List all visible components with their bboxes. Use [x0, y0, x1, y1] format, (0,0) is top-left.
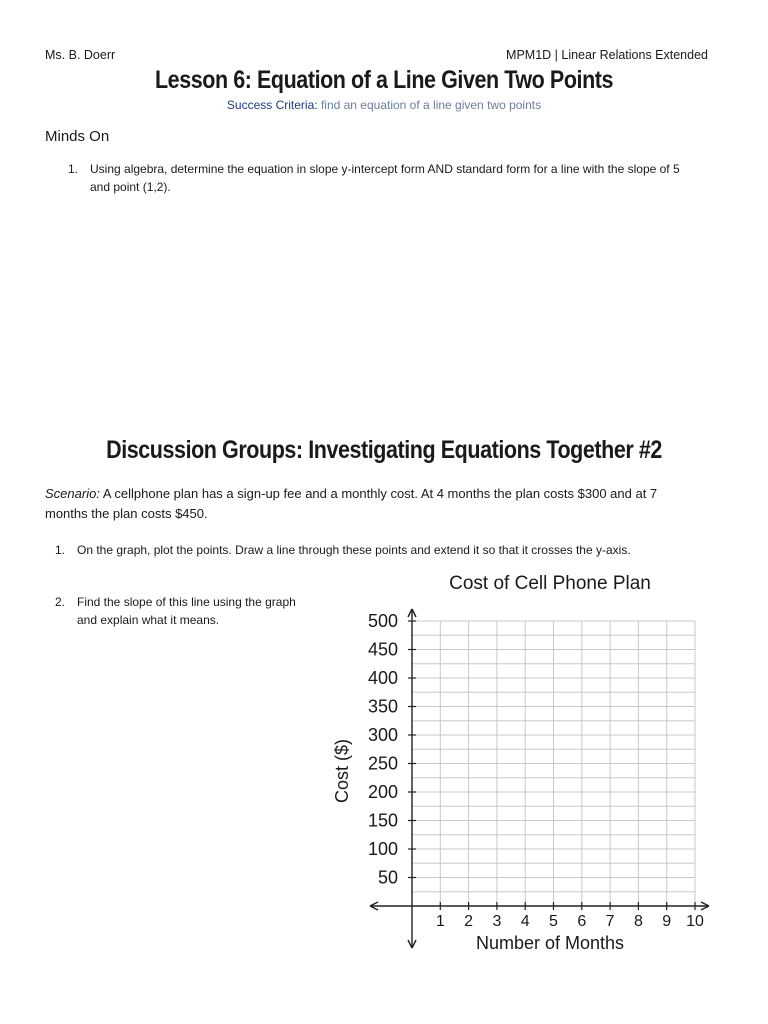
x-tick-label: 8 — [633, 913, 643, 930]
x-tick-label: 10 — [686, 913, 704, 930]
course-code: MPM1D | Linear Relations Extended — [506, 48, 708, 62]
discussion-title: Discussion Groups: Investigating Equations Together #2 — [106, 436, 662, 464]
question-text — [77, 593, 296, 629]
y-tick-label: 450 — [367, 639, 398, 660]
minds-on-heading: Minds On — [45, 128, 110, 145]
x-tick-label: 5 — [549, 913, 558, 930]
question-text — [90, 160, 680, 196]
question-number: 1. — [68, 162, 79, 176]
y-tick-label: 100 — [367, 839, 398, 859]
y-tick-label: 150 — [367, 810, 398, 831]
y-tick-label: 200 — [367, 782, 398, 802]
author-name: Ms. B. Doerr — [45, 48, 116, 62]
success-criteria-label: Success Criteria: — [226, 98, 318, 112]
x-tick-label: 4 — [520, 913, 530, 930]
question-text-line-2: and point (1,2). — [90, 180, 171, 194]
x-tick-label: 3 — [492, 913, 502, 930]
success-criteria-text: find an equation of a line given two points — [320, 98, 542, 112]
x-tick-label: 1 — [435, 913, 445, 930]
minds-on-question-1 — [68, 160, 748, 200]
x-tick-labels — [436, 913, 704, 930]
scenario-text — [45, 484, 725, 524]
y-tick-labels — [368, 611, 398, 888]
cost-chart — [320, 565, 740, 965]
question-text: On the graph, plot the points. Draw a line through these points and extend it so that it crosses the y-axis. — [77, 543, 631, 557]
question-number: 1. — [55, 543, 66, 557]
x-axis-label: Number of Months — [475, 933, 625, 953]
question-text-line-1: Find the slope of this line using the graph — [77, 595, 296, 609]
y-tick-label: 500 — [367, 611, 398, 631]
scenario-line-2: months the plan costs $450. — [45, 506, 208, 521]
y-tick-label: 250 — [367, 753, 398, 774]
y-tick-label: 400 — [367, 668, 398, 688]
success-criteria — [0, 98, 768, 112]
chart-axes — [367, 609, 709, 948]
y-tick-label: 350 — [367, 696, 398, 717]
scenario-label: Scenario: — [45, 486, 100, 501]
question-number: 2. — [55, 595, 66, 609]
chart-title: Cost of Cell Phone Plan — [449, 573, 651, 594]
x-tick-label: 2 — [464, 913, 474, 930]
scenario-line-1: A cellphone plan has a sign-up fee and a monthly cost. At 4 months the plan costs $300 and at 7 — [102, 486, 658, 501]
y-tick-label: 50 — [377, 867, 398, 888]
y-axis-label: Cost ($) — [332, 738, 352, 804]
discussion-question-1 — [55, 541, 735, 561]
x-tick-label: 9 — [662, 913, 672, 930]
question-text-line-2: and explain what it means. — [77, 613, 220, 627]
chart-grid — [412, 621, 695, 906]
question-text-line-1: Using algebra, determine the equation in slope y-intercept form AND standard form for a line with the slope of 5 — [90, 162, 680, 176]
x-tick-label: 7 — [605, 913, 615, 930]
y-tick-label: 300 — [367, 725, 398, 745]
discussion-question-2 — [55, 593, 335, 633]
x-tick-label: 6 — [577, 913, 587, 930]
lesson-title: Lesson 6: Equation of a Line Given Two Points — [154, 66, 614, 94]
